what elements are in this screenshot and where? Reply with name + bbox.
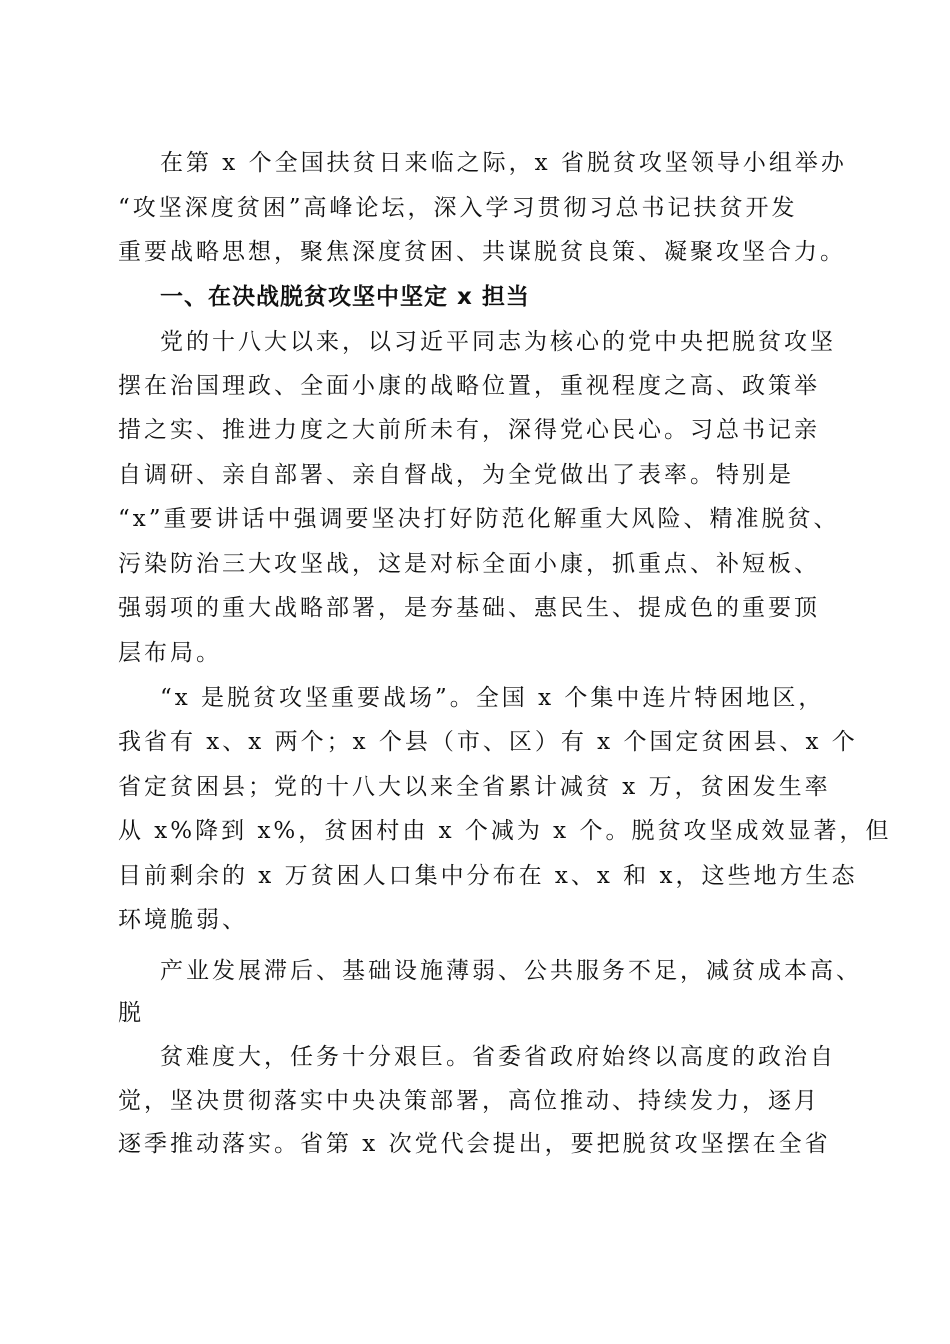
para2-line-4: 从 x%降到 x%，贫困村由 x 个减为 x 个。脱贫攻坚成效显著，但 <box>118 818 892 844</box>
para2-line-2: 我省有 x、x 两个；x 个县（市、区）有 x 个国定贫困县、x 个 <box>118 729 858 755</box>
intro-line-3: 重要战略思想，聚焦深度贫困、共谋脱贫良策、凝聚攻坚合力。 <box>118 239 846 265</box>
para3-line-2: 脱 <box>118 1000 144 1026</box>
para1-line-6: 污染防治三大攻坚战，这是对标全面小康，抓重点、补短板、 <box>118 551 820 577</box>
para3-line-1: 产业发展滞后、基础设施薄弱、公共服务不足，减贫成本高、 <box>160 958 862 984</box>
para4-line-1: 贫难度大，任务十分艰巨。省委省政府始终以高度的政治自 <box>160 1044 836 1070</box>
para2-line-5: 目前剩余的 x 万贫困人口集中分布在 x、x 和 x，这些地方生态 <box>118 863 858 889</box>
para1-line-7: 强弱项的重大战略部署，是夯基础、惠民生、提成色的重要顶 <box>118 595 820 621</box>
para1-line-1: 党的十八大以来，以习近平同志为核心的党中央把脱贫攻坚 <box>160 329 836 355</box>
para4-line-2: 觉，坚决贯彻落实中央决策部署，高位推动、持续发力，逐月 <box>118 1088 820 1114</box>
para1-line-8: 层布局。 <box>118 640 222 666</box>
para1-line-2: 摆在治国理政、全面小康的战略位置，重视程度之高、政策举 <box>118 373 820 399</box>
para4-line-3: 逐季推动落实。省第 x 次党代会提出，要把脱贫攻坚摆在全省 <box>118 1131 831 1157</box>
section-heading: 一、在决战脱贫攻坚中坚定 x 担当 <box>160 284 530 310</box>
para1-line-5: “x”重要讲话中强调要坚决打好防范化解重大风险、精准脱贫、 <box>118 506 840 532</box>
para1-line-3: 措之实、推进力度之大前所未有，深得党心民心。习总书记亲 <box>118 417 820 443</box>
para2-line-1: “x 是脱贫攻坚重要战场”。全国 x 个集中连片特困地区， <box>160 685 825 711</box>
intro-line-2: “攻坚深度贫困”高峰论坛，深入学习贯彻习总书记扶贫开发 <box>118 195 798 221</box>
para2-line-6: 环境脆弱、 <box>118 907 248 933</box>
para1-line-4: 自调研、亲自部署、亲自督战，为全党做出了表率。特别是 <box>118 462 794 488</box>
para2-line-3: 省定贫困县；党的十八大以来全省累计减贫 x 万，贫困发生率 <box>118 774 831 800</box>
intro-line-1: 在第 x 个全国扶贫日来临之际，x 省脱贫攻坚领导小组举办 <box>160 150 847 176</box>
